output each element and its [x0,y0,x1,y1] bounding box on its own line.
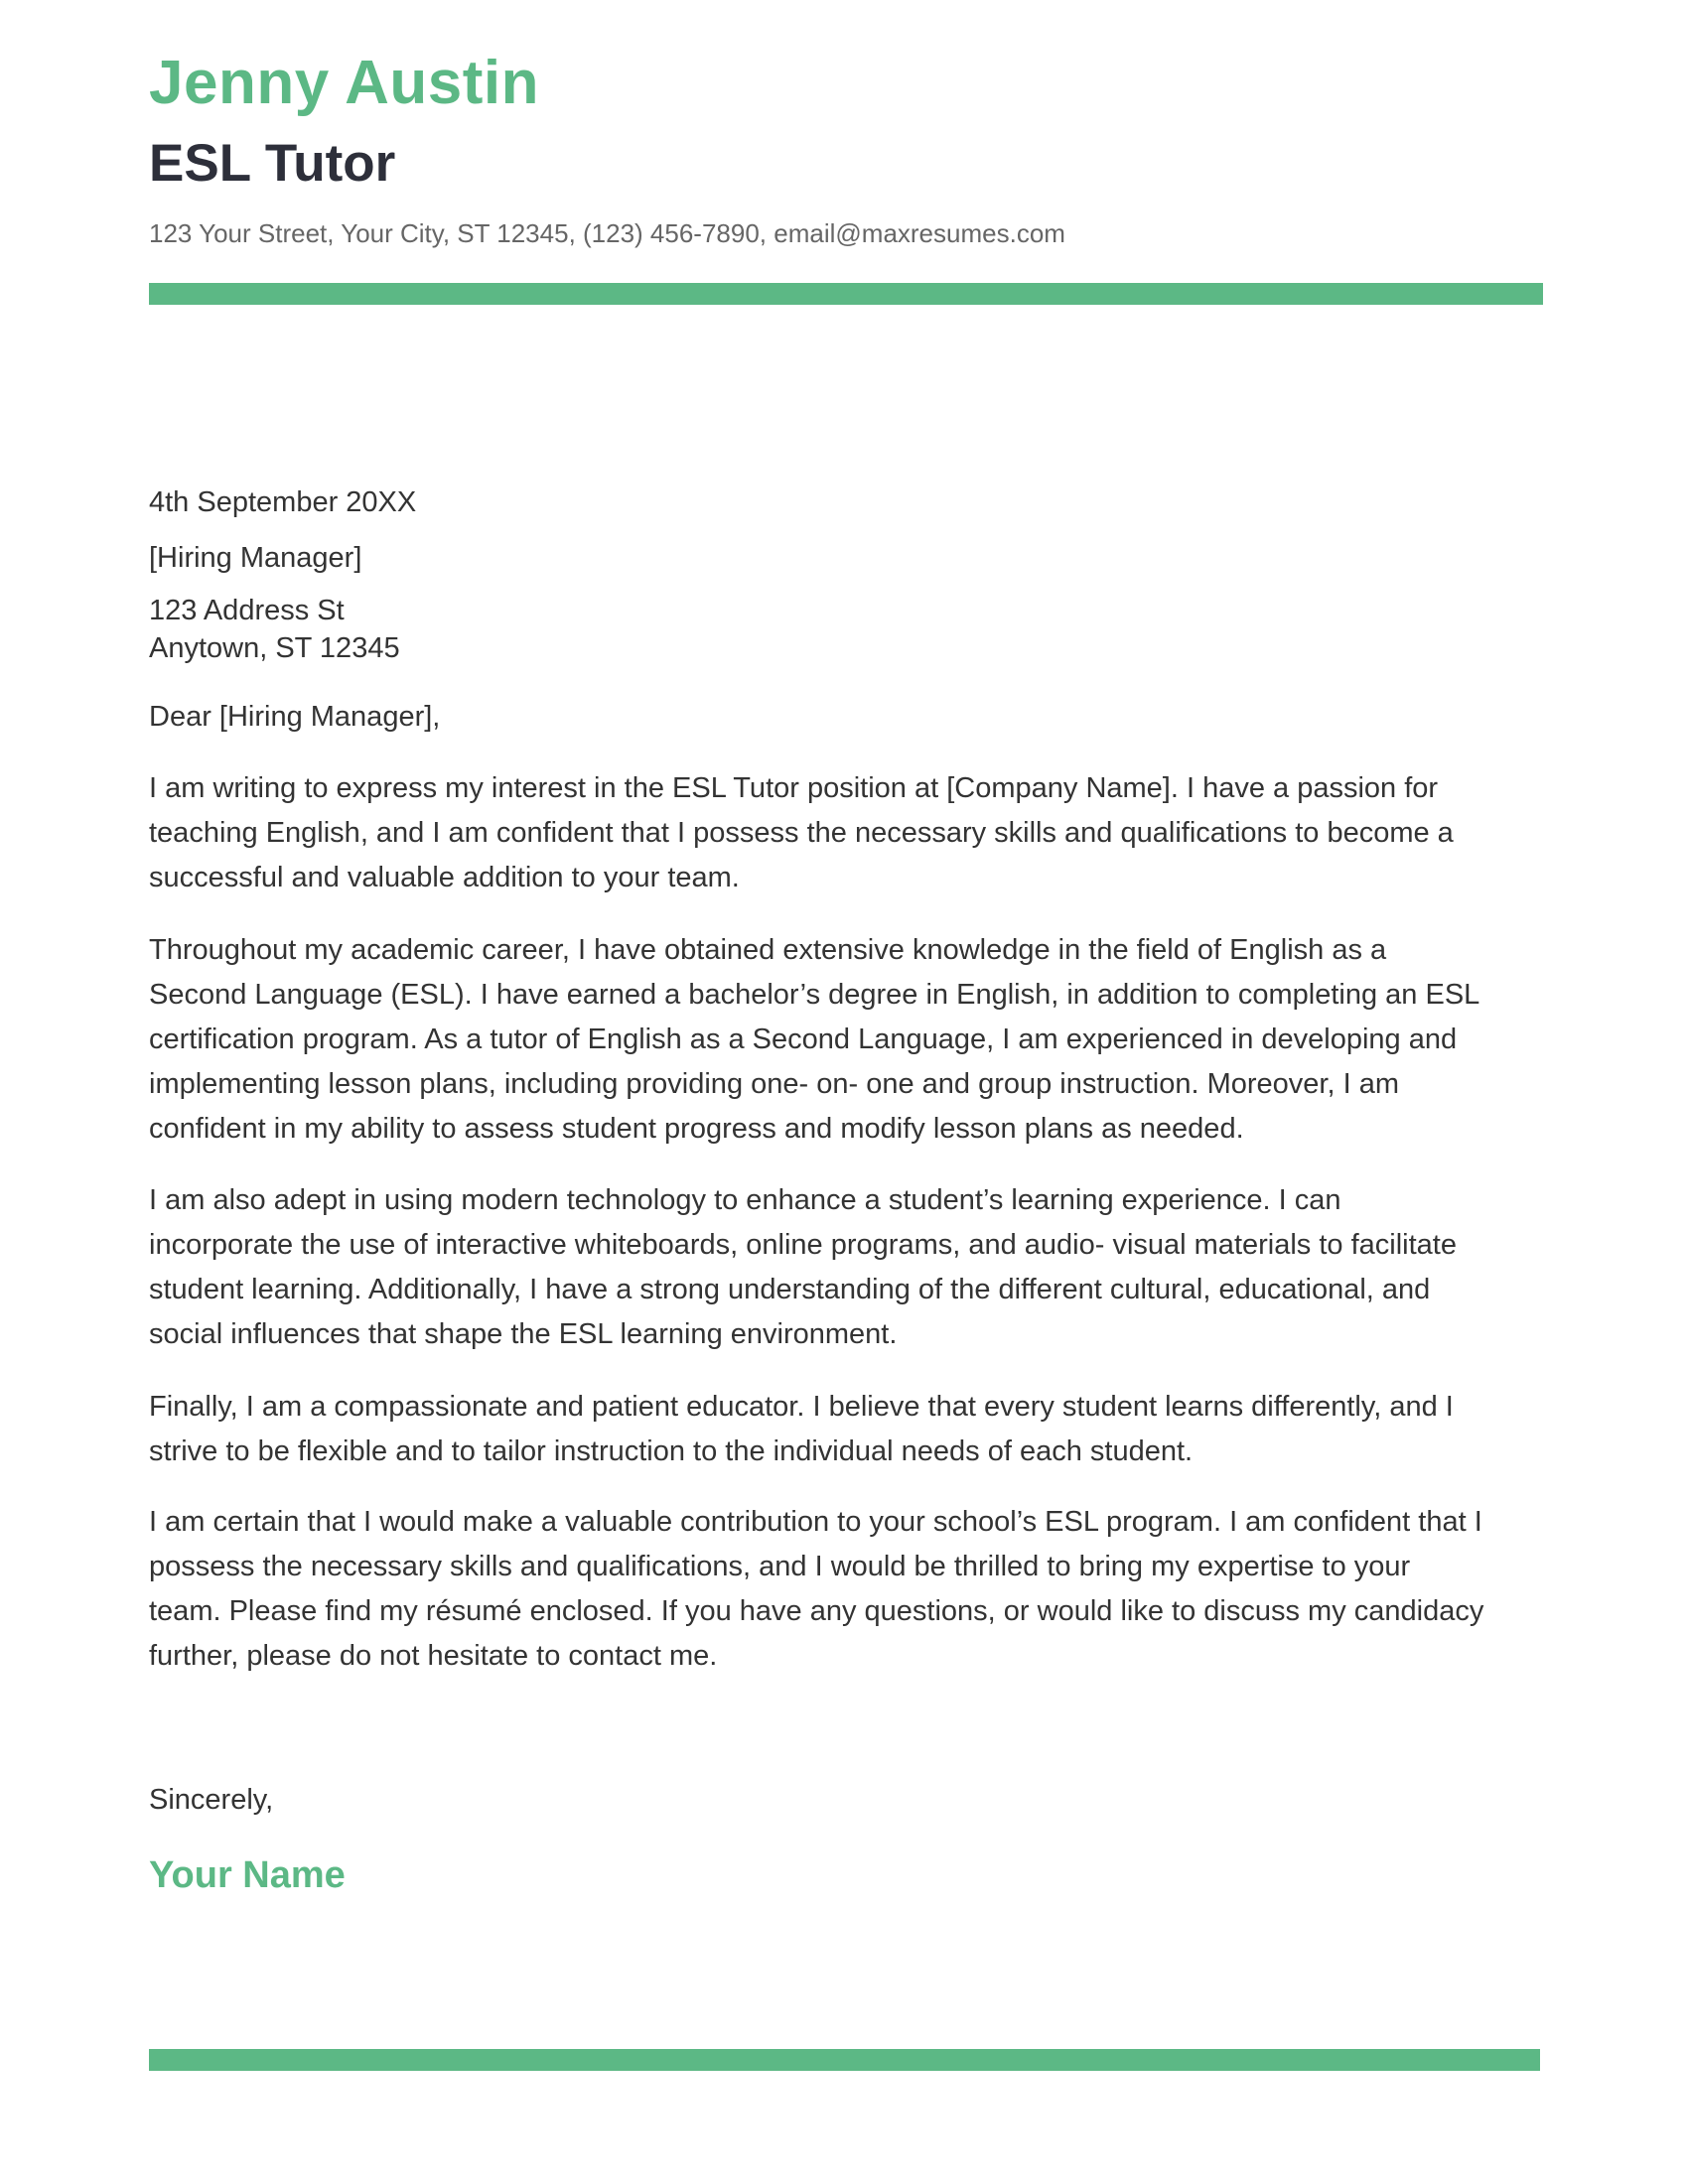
paragraph-technology [149,1178,1543,1357]
text-line: I am writing to express my interest in the ESL Tutor position at [Company Name]. I have a passion for [149,772,1439,804]
salutation: Dear [Hiring Manager], [149,701,441,733]
job-title: ESL Tutor [149,134,396,193]
closing: Sincerely, [149,1784,274,1816]
paragraph-introduction [149,766,1543,900]
text-line: possess the necessary skills and qualifications, and I would be thrilled to bring my expertise to your [149,1551,1411,1582]
applicant-name: Jenny Austin [149,49,539,117]
text-line: incorporate the use of interactive whiteboards, online programs, and audio- visual materials to facilitate [149,1229,1457,1261]
text-line: I am also adept in using modern technology to enhance a student’s learning experience. I can [149,1184,1341,1216]
cover-letter-page [149,0,1543,2184]
letter-date: 4th September 20XX [149,486,417,518]
text-line: implementing lesson plans, including providing one- on- one and group instruction. Moreover, I am [149,1068,1399,1100]
contact-info: 123 Your Street, Your City, ST 12345, (123) 456-7890, email@maxresumes.com [149,218,1065,248]
paragraph-education [149,928,1543,1152]
text-line: Throughout my academic career, I have obtained extensive knowledge in the field of English as a [149,934,1387,966]
text-line: Finally, I am a compassionate and patient educator. I believe that every student learns differently, and I [149,1391,1454,1423]
recipient-name: [Hiring Manager] [149,542,362,574]
text-line: teaching English, and I am confident that I possess the necessary skills and qualifications to become a [149,817,1454,849]
text-line: student learning. Additionally, I have a strong understanding of the different cultural, educational, and [149,1274,1431,1305]
address-line: Anytown, ST 12345 [149,632,400,664]
address-line: 123 Address St [149,595,345,626]
text-line: further, please do not hesitate to contact me. [149,1640,718,1672]
paragraph-teaching-style [149,1385,1543,1474]
text-line: successful and valuable addition to your team. [149,862,740,893]
paragraph-conclusion [149,1500,1543,1679]
signature-name: Your Name [149,1854,346,1896]
text-line: Second Language (ESL). I have earned a bachelor’s degree in English, in addition to completing an ESL [149,979,1480,1011]
text-line: strive to be flexible and to tailor instruction to the individual needs of each student. [149,1435,1194,1467]
header-divider [149,283,1543,305]
footer-divider [149,2049,1540,2071]
text-line: I am certain that I would make a valuable contribution to your school’s ESL program. I am confident that I [149,1506,1482,1538]
text-line: confident in my ability to assess student progress and modify lesson plans as needed. [149,1113,1244,1145]
text-line: certification program. As a tutor of English as a Second Language, I am experienced in developing and [149,1024,1458,1055]
text-line: team. Please find my résumé enclosed. If you have any questions, or would like to discuss my candidacy [149,1595,1484,1627]
text-line: social influences that shape the ESL learning environment. [149,1318,898,1350]
recipient-address [149,592,1543,667]
